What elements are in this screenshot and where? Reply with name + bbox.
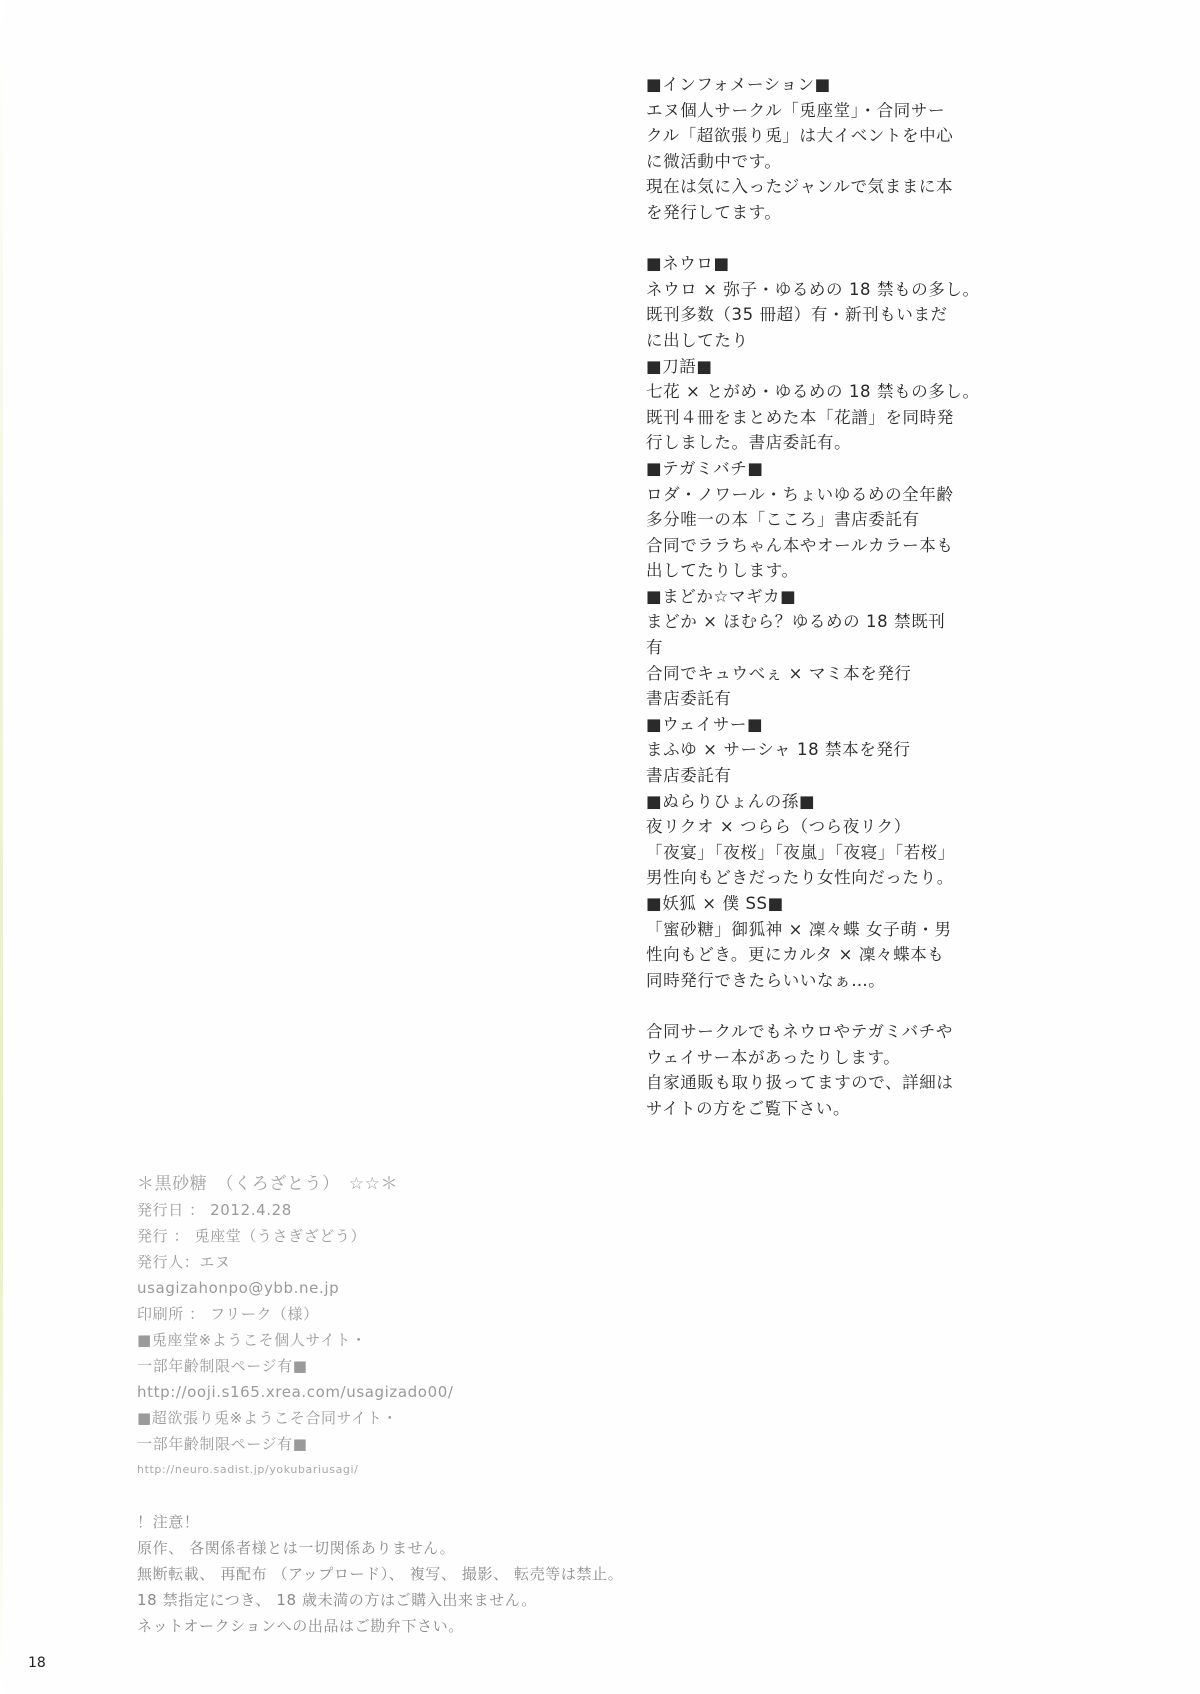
info-heading: ■ネウロ■ xyxy=(646,254,730,274)
info-line: に微活動中です。 xyxy=(646,151,782,171)
info-heading: ■インフォメーション■ xyxy=(646,75,831,94)
page-number: 18 xyxy=(28,1655,46,1671)
colophon xyxy=(137,1171,597,1483)
colophon-site2-note: 一部年齢制限ページ有■ xyxy=(137,1435,308,1453)
info-line: まどか × ほむら？ゆるめの 18 禁既刊 xyxy=(646,612,946,632)
info-line: 七花 × とがめ・ゆるめの 18 禁もの多し。 xyxy=(646,382,980,402)
info-line: 合同サークルでもネウロやテガミバチや xyxy=(646,1021,953,1041)
info-line: 既刊４冊をまとめた本「花譜」を同時発 xyxy=(646,407,954,427)
info-line: まふゆ × サーシャ 18 禁本を発行 xyxy=(646,740,911,760)
scan-edge-decoration xyxy=(0,0,3,1694)
notice-block xyxy=(137,1509,837,1639)
notice-line: 無断転載、 再配布 （アップロード）、 複写、 撮影、 転売等は禁止。 xyxy=(137,1565,624,1583)
colophon-site1-note: 一部年齢制限ページ有■ xyxy=(137,1357,308,1375)
info-line: ウェイサー本があったりします。 xyxy=(646,1047,901,1067)
info-line: 「夜宴」「夜桜」「夜嵐」「夜寝」「若桜」 xyxy=(646,842,955,862)
notice-heading: ！注意！ xyxy=(137,1513,200,1531)
info-line: 有 xyxy=(646,638,664,658)
info-line: 「蜜砂糖」御狐神 × 凜々蝶 女子萌・男 xyxy=(646,919,952,939)
colophon-title: ＊黒砂糖 （くろざとう） ☆☆＊ xyxy=(137,1174,399,1194)
info-line: を発行してます。 xyxy=(646,202,782,222)
colophon-site1-label: ■兎座堂※ようこそ個人サイト・ xyxy=(137,1331,367,1349)
notice-line: 18 禁指定につき、 18 歳未満の方はご購入出来ません。 xyxy=(137,1591,537,1609)
colophon-site2-url: http://neuro.sadist.jp/yokubariusagi/ xyxy=(137,1463,359,1476)
colophon-printer: 印刷所 ： フリーク（様） xyxy=(137,1305,319,1323)
info-spacer xyxy=(646,226,1046,252)
info-heading: ■刀語■ xyxy=(646,356,713,376)
info-line: ネウロ × 弥子・ゆるめの 18 禁もの多し。 xyxy=(646,279,980,299)
info-line: に出してたり xyxy=(646,330,749,350)
info-line: 同時発行できたらいいなぁ…。 xyxy=(646,970,886,990)
info-line: エヌ個人サークル「兎座堂」・合同サー xyxy=(646,100,946,120)
info-line: 合同でキュウべぇ × マミ本を発行 xyxy=(646,663,912,683)
colophon-site2-label: ■超欲張り兎※ようこそ合同サイト・ xyxy=(137,1409,398,1427)
info-line: 多分唯一の本「こころ」書店委託有 xyxy=(646,510,920,530)
info-spacer xyxy=(646,993,1046,1019)
notice-line: ネットオークションへの出品はご勘弁下さい。 xyxy=(137,1617,464,1635)
information-block xyxy=(646,72,1046,1121)
info-line: ロダ・ノワール・ちょいゆるめの全年齢 xyxy=(646,484,954,504)
info-line: 出してたりします。 xyxy=(646,561,799,581)
notice-line: 原作、 各関係者様とは一切関係ありません。 xyxy=(137,1539,456,1557)
info-line: クル「超欲張り兎」は大イベントを中心 xyxy=(646,126,954,146)
info-line: 書店委託有 xyxy=(646,766,732,786)
info-line: 性向もどき。更にカルタ × 凜々蝶本も xyxy=(646,945,945,965)
info-line: 既刊多数（35 冊超）有・新刊もいまだ xyxy=(646,305,948,325)
info-line: サイトの方をご覧下さい。 xyxy=(646,1098,851,1118)
info-line: 書店委託有 xyxy=(646,689,732,709)
info-line: 夜リクオ × つらら（つら夜リク） xyxy=(646,817,911,837)
colophon-date: 発行日 ： 2012.4.28 xyxy=(137,1201,292,1219)
info-line: 男性向もどきだったり女性向だったり。 xyxy=(646,868,954,888)
info-heading: ■まどか☆マギカ■ xyxy=(646,586,797,606)
info-heading: ■ぬらりひょんの孫■ xyxy=(646,791,816,811)
info-heading: ■妖狐 × 僕 SS■ xyxy=(646,894,784,913)
info-line: 行しました。書店委託有。 xyxy=(646,433,852,453)
colophon-issuer: 発行人：エヌ xyxy=(137,1253,231,1271)
colophon-publisher: 発行 ： 兎座堂（うさぎざどう） xyxy=(137,1227,367,1245)
info-line: 自家通販も取り扱ってますので、詳細は xyxy=(646,1073,954,1093)
info-line: 現在は気に入ったジャンルで気ままに本 xyxy=(646,177,954,197)
colophon-email: usagizahonpo@ybb.ne.jp xyxy=(137,1279,340,1297)
info-heading: ■テガミバチ■ xyxy=(646,458,764,478)
info-line: 合同でララちゃん本やオールカラー本も xyxy=(646,535,954,555)
info-heading: ■ウェイサー■ xyxy=(646,714,764,734)
colophon-site1-url: http://ooji.s165.xrea.com/usagizado00/ xyxy=(137,1383,454,1401)
